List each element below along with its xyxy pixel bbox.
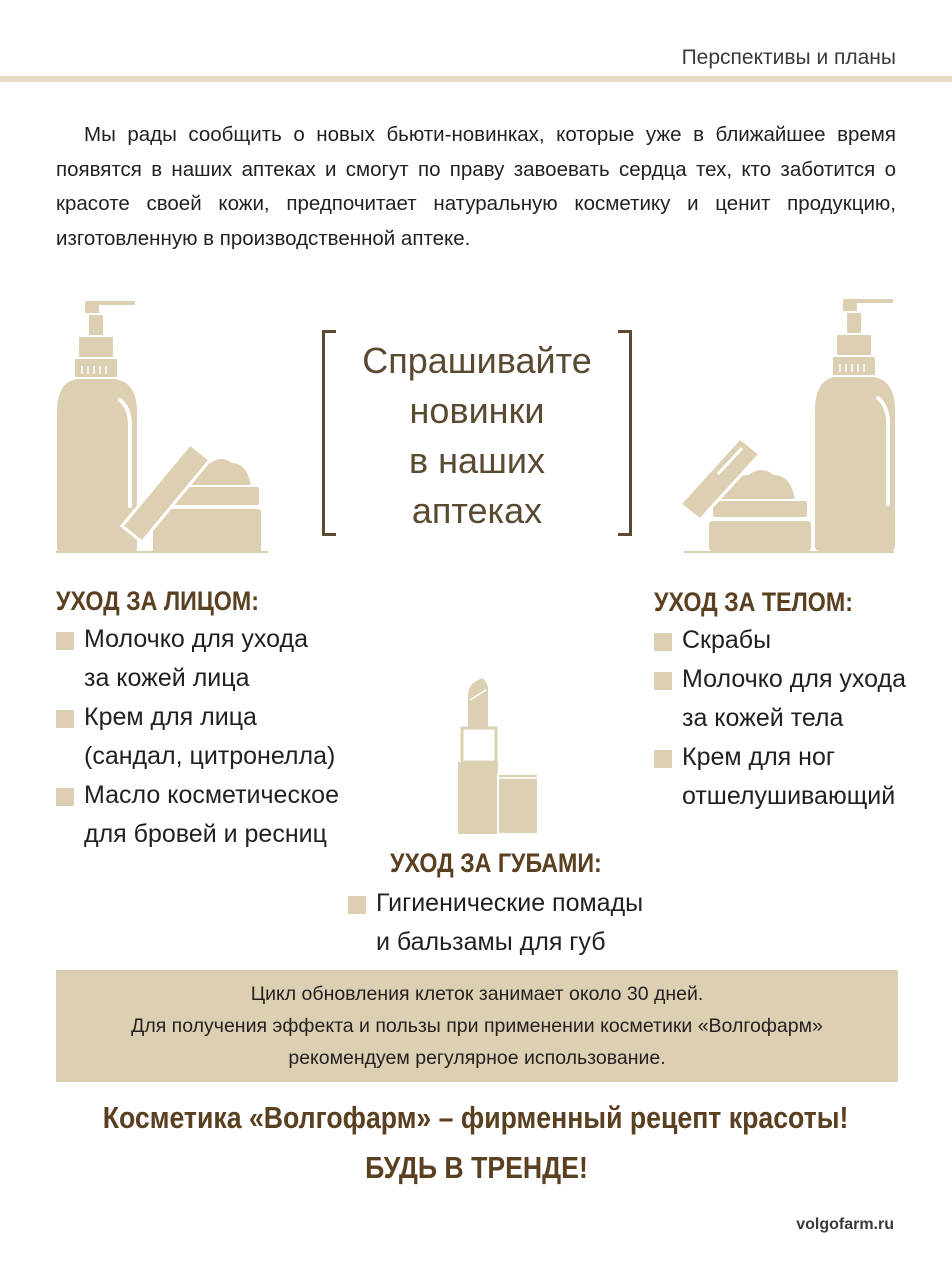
square-bullet-icon bbox=[56, 788, 74, 806]
square-bullet-icon bbox=[654, 672, 672, 690]
body-care-title: УХОД ЗА ТЕЛОМ: bbox=[654, 587, 853, 617]
square-bullet-icon bbox=[654, 633, 672, 651]
face-care-list bbox=[56, 620, 339, 854]
promo-text: Спрашивайте новинки в наших аптеках bbox=[362, 340, 592, 531]
body-care-list bbox=[654, 621, 906, 816]
info-line: Для получения эффекта и пользы при применении косметики «Волгофарм» bbox=[131, 1015, 823, 1037]
face-care-title: УХОД ЗА ЛИЦОМ: bbox=[56, 586, 259, 616]
pump-bottle-icon bbox=[814, 298, 896, 552]
section-title-header: Перспективы и планы bbox=[681, 46, 896, 69]
list-item-text: Скрабы bbox=[682, 626, 772, 654]
square-bullet-icon bbox=[56, 710, 74, 728]
slogan-text: Косметика «Волгофарм» – фирменный рецепт красоты! bbox=[103, 1100, 849, 1135]
list-item-text: Крем для лица (сандал, цитронелла) bbox=[84, 703, 336, 770]
lips-care-title: УХОД ЗА ГУБАМИ: bbox=[390, 848, 602, 878]
list-item bbox=[56, 776, 339, 854]
promo-box bbox=[322, 330, 632, 536]
pump-bottle-icon bbox=[56, 300, 138, 554]
slogan-line-1 bbox=[0, 1100, 952, 1136]
slogan-line-2 bbox=[0, 1150, 952, 1186]
website-link[interactable]: volgofarm.ru bbox=[796, 1216, 894, 1233]
list-item-text: Гигиенические помады и бальзамы для губ bbox=[376, 889, 644, 956]
lips-care-list bbox=[348, 884, 643, 962]
list-item-text: Масло косметическое для бровей и ресниц bbox=[84, 781, 339, 848]
list-item bbox=[654, 621, 906, 660]
square-bullet-icon bbox=[654, 750, 672, 768]
list-item-text: Молочко для ухода за кожей лица bbox=[84, 625, 308, 692]
list-item bbox=[654, 660, 906, 738]
info-line: Цикл обновления клеток занимает около 30 дней. bbox=[250, 983, 704, 1005]
lipstick-icon bbox=[454, 676, 542, 836]
slogan-text: БУДЬ В ТРЕНДЕ! bbox=[364, 1150, 588, 1185]
square-bullet-icon bbox=[348, 896, 366, 914]
intro-paragraph: Мы рады сообщить о новых бьюти-новинках, которые уже в ближайшее время появятся в наших аптеках и смогут по праву завоевать сердца тех, кто заботится о красоте своей кожи, предпочитает натуральную косметику и ценит продукцию, изготовленную в производственной аптеке. bbox=[56, 123, 896, 250]
header-divider bbox=[0, 76, 952, 82]
cream-jar-icon bbox=[680, 438, 812, 552]
info-line: рекомендуем регулярное использование. bbox=[288, 1047, 666, 1069]
list-item bbox=[348, 884, 643, 962]
body-products-illustration bbox=[678, 296, 900, 558]
list-item bbox=[56, 620, 339, 698]
face-products-illustration bbox=[52, 296, 272, 558]
list-item-text: Молочко для ухода за кожей тела bbox=[682, 665, 906, 732]
list-item bbox=[654, 738, 906, 816]
list-item bbox=[56, 698, 339, 776]
list-item-text: Крем для ног отшелушивающий bbox=[682, 743, 896, 810]
info-box bbox=[56, 970, 898, 1082]
square-bullet-icon bbox=[56, 632, 74, 650]
